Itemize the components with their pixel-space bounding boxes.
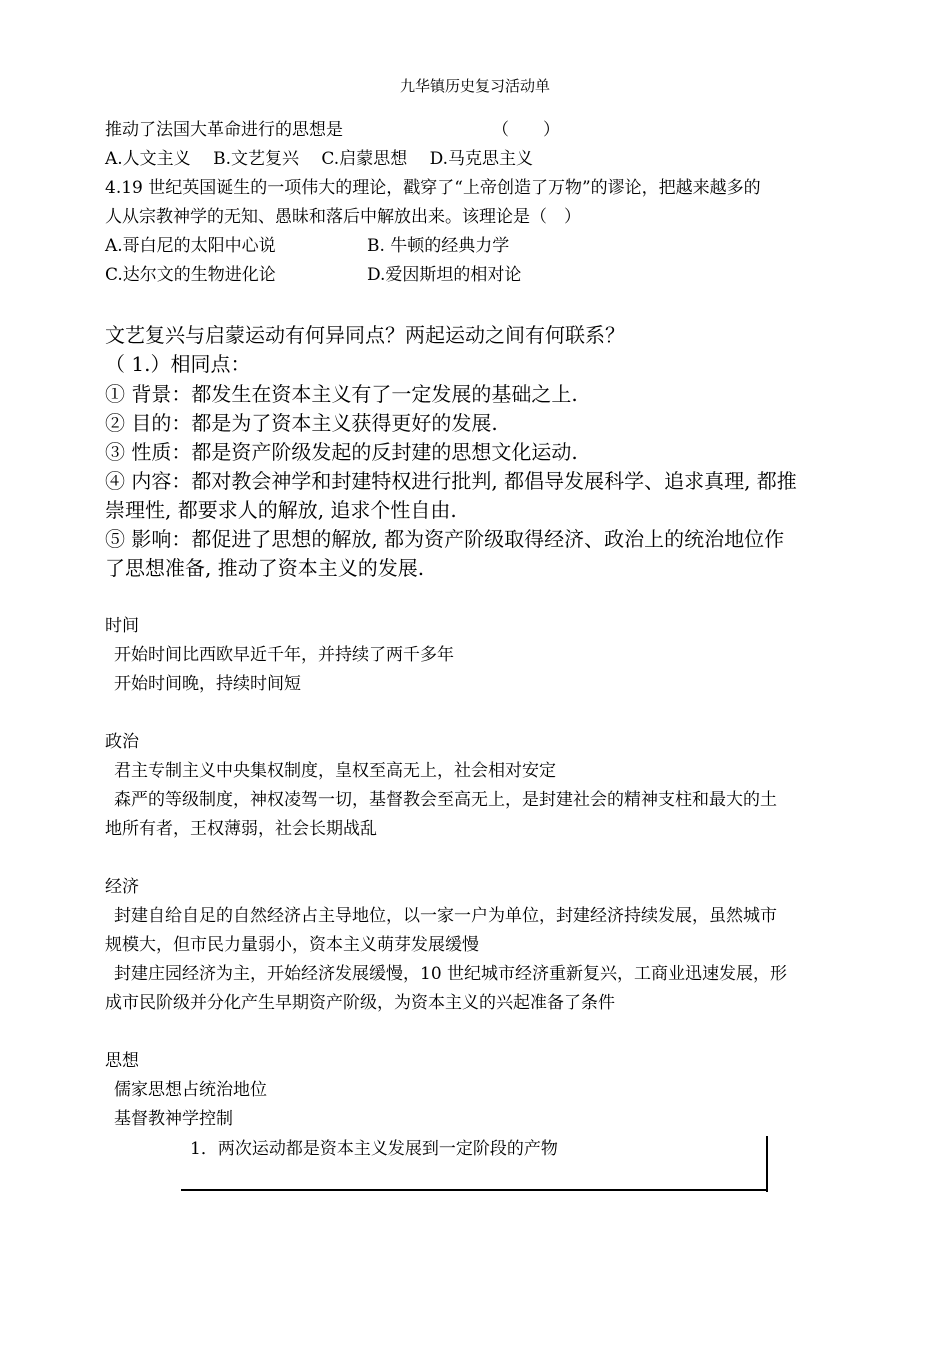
section-time-label: 时间	[105, 616, 139, 636]
similarity-content-line-1: ④ 内容：都对教会神学和封建特权进行批判, 都倡导发展科学、追求真理, 都推	[105, 469, 797, 493]
similarity-purpose: ② 目的：都是为了资本主义获得更好的发展.	[105, 411, 498, 435]
politics-europe-line-2: 地所有者，王权薄弱，社会长期战乱	[105, 819, 377, 839]
thought-europe: 基督教神学控制	[114, 1109, 233, 1129]
economy-china-line-1: 封建自给自足的自然经济占主导地位，以一家一户为单位，封建经济持续发展，虽然城市	[114, 906, 777, 926]
politics-europe-line-1: 森严的等级制度，神权凌驾一切，基督教会至高无上，是封建社会的精神支柱和最大的土	[114, 790, 777, 810]
question-4-option-b: B. 牛顿的经典力学	[367, 236, 510, 256]
connection-item-1: 1．两次运动都是资本主义发展到一定阶段的产物	[190, 1139, 558, 1159]
similarity-impact-line-1: ⑤ 影响：都促进了思想的解放, 都为资产阶级取得经济、政治上的统治地位作	[105, 527, 785, 551]
time-china: 开始时间比西欧早近千年，并持续了两千多年	[114, 645, 454, 665]
question-4-line-2: 人从宗教神学的无知、愚昧和落后中解放出来。该理论是（ ）	[105, 207, 581, 227]
question-4-option-d: D.爱因斯坦的相对论	[367, 265, 522, 285]
similarity-content-line-2: 崇理性, 都要求人的解放, 追求个性自由.	[105, 498, 457, 522]
similarities-heading: （ 1.）相同点：	[105, 352, 251, 376]
question-3-answer-bracket: （ ）	[492, 120, 560, 140]
section-politics-label: 政治	[105, 732, 139, 752]
box-right-border	[766, 1136, 768, 1192]
question-3-stem: 推动了法国大革命进行的思想是	[105, 120, 343, 140]
question-4-option-a: A.哥白尼的太阳中心说	[105, 236, 276, 256]
similarity-nature: ③ 性质：都是资产阶级发起的反封建的思想文化运动.	[105, 440, 578, 464]
similarity-impact-line-2: 了思想准备, 推动了资本主义的发展.	[105, 556, 425, 580]
section-thought-label: 思想	[105, 1051, 139, 1071]
time-europe: 开始时间晚，持续时间短	[114, 674, 301, 694]
similarity-background: ① 背景：都发生在资本主义有了一定发展的基础之上.	[105, 382, 578, 406]
page-header: 九华镇历史复习活动单	[399, 77, 550, 95]
box-bottom-border	[181, 1189, 768, 1191]
question-4-line-1: 4.19 世纪英国诞生的一项伟大的理论，戳穿了“上帝创造了万物”的谬论，把越来越多的	[105, 178, 761, 198]
question-4-option-c: C.达尔文的生物进化论	[105, 265, 276, 285]
question-3-options: A.人文主义 B.文艺复兴 C.启蒙思想 D.马克思主义	[105, 149, 534, 169]
politics-china: 君主专制主义中央集权制度，皇权至高无上，社会相对安定	[114, 761, 556, 781]
economy-europe-line-2: 成市民阶级并分化产生早期资产阶级，为资本主义的兴起准备了条件	[105, 993, 615, 1013]
comparison-question: 文艺复兴与启蒙运动有何异同点？两起运动之间有何联系？	[105, 323, 625, 347]
thought-china: 儒家思想占统治地位	[114, 1080, 267, 1100]
section-economy-label: 经济	[105, 877, 139, 897]
economy-europe-line-1: 封建庄园经济为主，开始经济发展缓慢，10 世纪城市经济重新复兴，工商业迅速发展，形	[114, 964, 788, 984]
economy-china-line-2: 规模大，但市民力量弱小，资本主义萌芽发展缓慢	[105, 935, 479, 955]
